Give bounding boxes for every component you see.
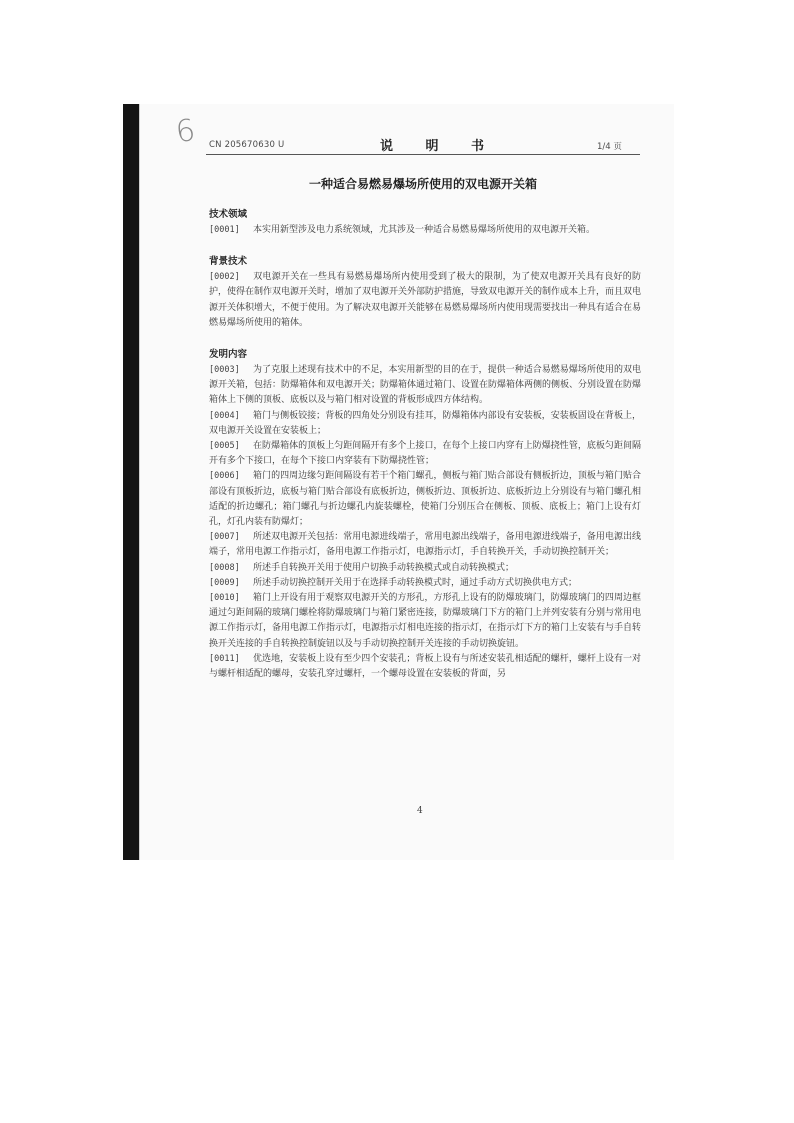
section-heading-background: 背景技术 xyxy=(209,256,248,268)
paragraph-number: [0008] xyxy=(209,562,240,573)
paragraph-0010 xyxy=(209,591,641,652)
paragraph-number: [0003] xyxy=(209,365,240,376)
paragraph-number: [0001] xyxy=(209,225,240,235)
document-body xyxy=(209,208,641,682)
paragraph-0002 xyxy=(209,270,641,331)
paragraph-0007 xyxy=(209,530,641,560)
handwritten-page-mark: 6 xyxy=(173,112,198,151)
paragraph-0009 xyxy=(209,576,641,591)
paragraph-text: 优选地，安装板上设有至少四个安装孔；背板上设有与所述安装孔相适配的螺杆，螺杆上设有一对与螺杆相适配的螺母，安装孔穿过螺杆，一个螺母设置在安装板的背面，另 xyxy=(209,653,641,680)
paragraph-0003 xyxy=(209,363,641,409)
paragraph-number: [0010] xyxy=(209,593,240,604)
section-heading-tech-field: 技术领域 xyxy=(209,209,248,220)
document-type-heading: 说 明 书 xyxy=(380,139,499,154)
section-heading-invention: 发明内容 xyxy=(209,349,248,361)
paragraph-0004 xyxy=(209,409,641,439)
paragraph-number: [0009] xyxy=(209,577,240,588)
paragraph-text: 为了克服上述现有技术中的不足，本实用新型的目的在于，提供一种适合易燃易爆场所使用的双电源开关箱，包括：防爆箱体和双电源开关；防爆箱体通过箱门、设置在防爆箱体两侧的侧板、分别设置在防爆箱体上下侧的顶板、底板以及与箱门相对设置的背板形成四方体结构。 xyxy=(209,365,642,406)
paragraph-text: 双电源开关在一些具有易燃易爆场所内使用受到了极大的限制，为了使双电源开关具有良好的防护，使得在制作双电源开关时，增加了双电源开关外部防护措施，导致双电源开关的制作成本上升，而且双电源开关体积增大，不便于使用。为了解决双电源开关能够在易燃易爆场所内使用现需要找出一种具有适合在易燃易爆场所使用的箱体。 xyxy=(209,272,642,328)
paragraph-0005 xyxy=(209,439,641,469)
paragraph-0008 xyxy=(209,561,641,576)
patent-number: CN 205670630 U xyxy=(209,140,285,150)
paragraph-text: 本实用新型涉及电力系统领域，尤其涉及一种适合易燃易爆场所使用的双电源开关箱。 xyxy=(253,225,596,235)
header-rule xyxy=(206,154,640,155)
paragraph-number: [0007] xyxy=(209,532,240,543)
paragraph-text: 箱门上开设有用于观察双电源开关的方形孔，方形孔上设有的防爆玻璃门，防爆玻璃门的四周边框通过匀距间隔的玻璃门螺栓将防爆玻璃门与箱门紧密连接，防爆玻璃门下方的箱门上并列安装有分别与常用电源工作指示灯，备用电源工作指示灯，电源指示灯相电连接的指示灯，在指示灯下方的箱门上安装有与手自转换开关连接的手自转换控制旋钮以及与手动切换控制开关连接的手动切换旋钮。 xyxy=(209,593,642,649)
paragraph-text: 箱门与侧板铰接；背板的四角处分别设有挂耳，防爆箱体内部设有安装板，安装板固设在背板上，双电源开关设置在安装板上； xyxy=(209,410,641,436)
page-indicator: 1/4 页 xyxy=(597,142,622,152)
paragraph-text: 在防爆箱体的顶板上匀距间隔开有多个上接口，在每个上接口内穿有上防爆挠性管，底板匀距间隔开有多个下接口，在每个下接口内穿装有下防爆挠性管； xyxy=(209,441,641,467)
paragraph-text: 所述双电源开关包括：常用电源进线端子，常用电源出线端子，备用电源进线端子，备用电源出线端子，常用电源工作指示灯，备用电源工作指示灯，电源指示灯，手自转换开关，手动切换控制开关； xyxy=(209,532,641,558)
paragraph-number: [0002] xyxy=(209,272,240,283)
paragraph-0001 xyxy=(209,223,641,238)
paragraph-number: [0006] xyxy=(209,471,240,482)
paragraph-number: [0011] xyxy=(209,653,240,664)
paragraph-number: [0004] xyxy=(209,410,240,421)
paragraph-text: 所述手自转换开关用于使用户切换手动转换模式或自动转换模式； xyxy=(253,562,515,573)
paragraph-0006 xyxy=(209,469,641,530)
page-number: 4 xyxy=(417,806,423,816)
paragraph-text: 箱门的四周边缘匀距间隔设有若干个箱门螺孔，侧板与箱门贴合部设有侧板折边，顶板与箱门贴合部设有顶板折边，底板与箱门贴合部设有底板折边，侧板折边、顶板折边、底板折边上分别设有与箱门螺孔相适配的折边螺孔；箱门螺孔与折边螺孔内旋装螺栓，使箱门分别压合在侧板、顶板、底板上；箱门上设有灯孔，灯孔内装有防爆灯； xyxy=(209,471,642,528)
paragraph-0011 xyxy=(209,652,641,682)
paragraph-text: 所述手动切换控制开关用于在选择手动转换模式时，通过手动方式切换供电方式； xyxy=(253,577,578,588)
paragraph-number: [0005] xyxy=(209,441,240,452)
document-title: 一种适合易燃易爆场所使用的双电源开关箱 xyxy=(308,177,537,191)
